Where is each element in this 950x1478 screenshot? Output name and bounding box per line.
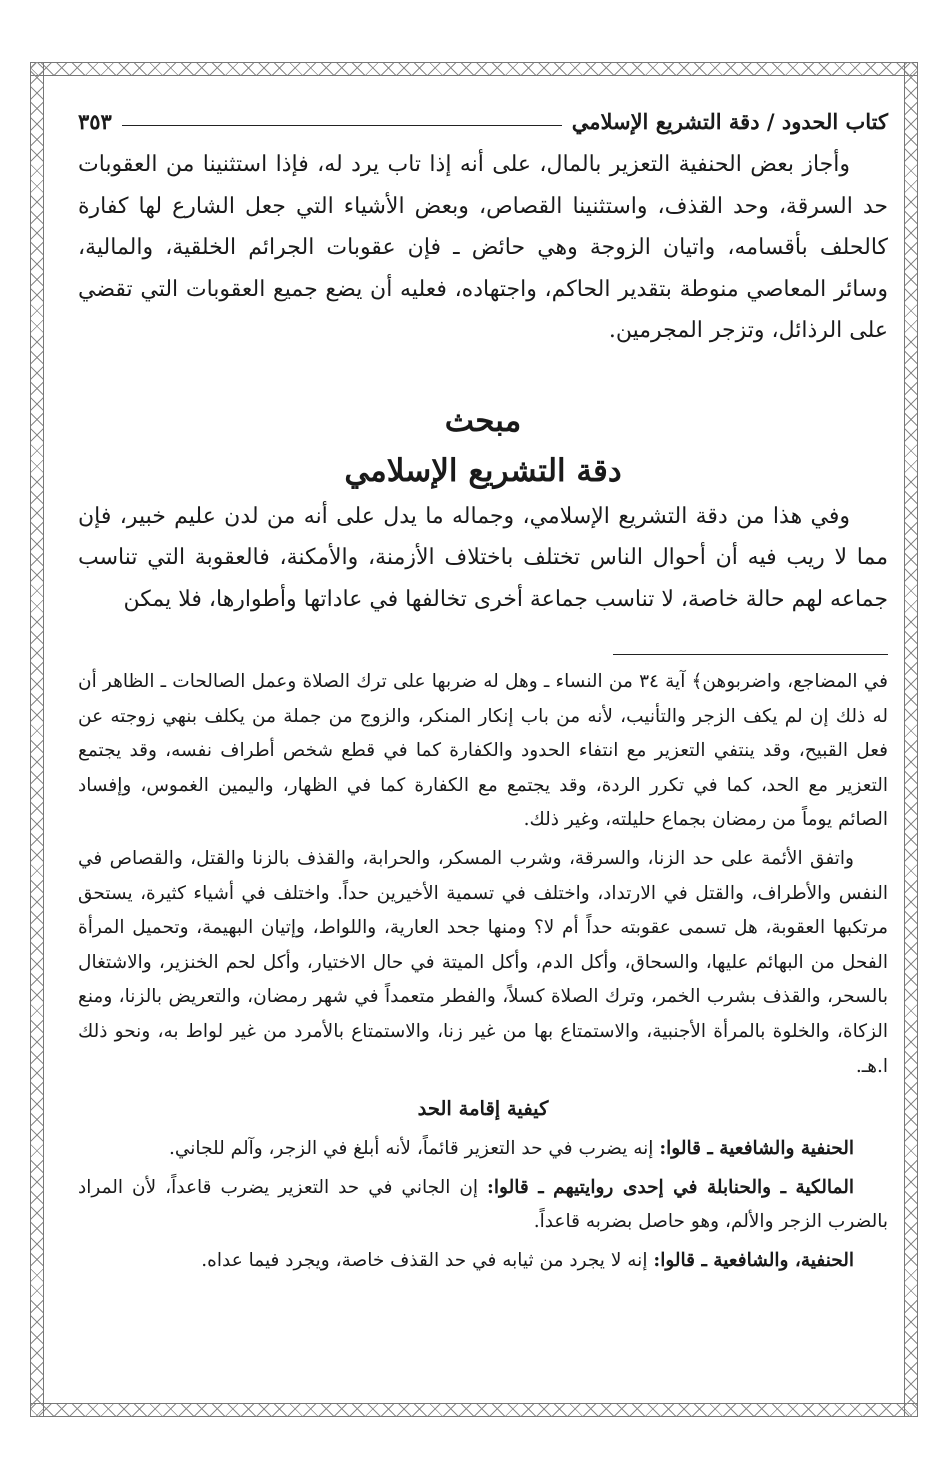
section-heading-mabhath: مبحث [444, 402, 522, 439]
opinion-hanafi-shafii-stripping [78, 1244, 888, 1279]
opinion-text: إنه يضرب في حد التعزير قائماً، لأنه أبلغ في الزجر، وآلم للجاني. [168, 1138, 660, 1160]
left-border-ornament [30, 62, 44, 1417]
intro-paragraph: وأجاز بعض الحنفية التعزير بالمال، على أنه إذا تاب يرد له، فإذا استثنينا من العقوبات حد السرقة، وحد القذف، واستثنينا القصاص، وبعض الأشياء التي جعل الشارع لها كفارة كالحلف بأقسامه، واتيان الزوجة وهي حائض ـ فإن عقوبات الجرائم الخلقية، والمالية، وسائر المعاصي منوطة بتقدير الحاكم، واجتهاده، فعليه أن يضع جميع العقوبات التي تقضي على الرذائل، وتزجر المجرمين. [78, 152, 888, 343]
opinion-hanafi-shafii-standing [78, 1132, 888, 1167]
top-border-ornament [30, 62, 918, 76]
running-header [78, 100, 888, 134]
footnote-paragraph-2: واتفق الأئمة على حد الزنا، والسرقة، وشرب المسكر، والحرابة، والقذف بالزنا والقتل، والقصاص في النفس والأطراف، والقتل في الارتداد، واختلف في تسمية الأخيرين حداً. واختلف في أشياء كثيرة، يستحق مرتكبها العقوبة، هل تسمى عقوبته حداً أم لا؟ ومنها جحد العارية، واللواط، وإتيان البهيمة، وتحميل المرأة الفحل من البهائم عليها، والسحاق، وأكل الدم، وأكل الميتة في حال الاختيار، وأكل لحم الخنزير، والاشتغال بالسحر، والقذف بشرب الخمر، وترك الصلاة كسلاً، والفطر متعمداً في شهر رمضان، والتعريض بالزنا، ومنع الزكاة، والخلوة بالمرأة الأجنبية، والاستمتاع بها من غير زنا، والاستمتاع بالأمرد من غير لواط به، ونحو ذلك ا.هـ. [78, 847, 888, 1077]
opinion-text: إنه لا يجرد من ثيابه في حد القذف خاصة، ويجرد فيما عداه. [201, 1249, 654, 1271]
header-title: كتاب الحدود / دقة التشريع الإسلامي [571, 109, 888, 134]
opinion-lead: الحنفية والشافعية ـ قالوا: [659, 1138, 854, 1160]
page-content [78, 100, 888, 1279]
bottom-border-ornament [30, 1403, 918, 1417]
footnote-paragraph-1: في المضاجع، واضربوهن﴾ آية ٣٤ من النساء ـ وهل له ضربها على ترك الصلاة وعمل الصالحات ـ الظاهر أن له ذلك إن لم يكف الزجر والتأنيب، لأنه من باب إنكار المنكر، والزوج من جملة من يكلف بنهي زوجته عن فعل القبيح، وقد ينتفي التعزير مع انتفاء الحدود والكفارة كما في قطع شخص أطراف نفسه، وقد يجتمع التعزير مع الحد، كما في تكرر الردة، وقد يجتمع مع الكفارة كما في الظهار، واليمين الغموس، وإفساد الصائم يوماً من رمضان بجماع حليلته، وغير ذلك. [78, 671, 888, 831]
right-border-ornament [904, 62, 918, 1417]
footnote-subheading: كيفية إقامة الحد [417, 1097, 549, 1121]
section-paragraph: وفي هذا من دقة التشريع الإسلامي، وجماله ما يدل على أنه من لدن عليم خبير، فإن مما لا ريب فيه أن أحوال الناس تختلف باختلاف الأزمنة، والأمكنة، فالعقوبة التي تناسب جماعه لهم حالة خاصة، لا تناسب جماعة أخرى تخالفها في عاداتها وأطوارها، فلا يمكن [78, 503, 888, 612]
opinion-maliki-hanbali-sitting [78, 1171, 888, 1240]
header-rule [122, 125, 562, 126]
opinion-lead: الحنفية، والشافعية ـ قالوا: [653, 1249, 854, 1271]
opinion-text: إن الجاني في حد التعزير يضرب قاعداً، لأن المراد بالضرب الزجر والألم، وهو حاصل بضربه قاعداً. [78, 1176, 888, 1233]
section-title: دقة التشريع الإسلامي [344, 452, 622, 489]
opinion-lead: المالكية ـ والحنابلة في إحدى روايتيهم ـ قالوا: [487, 1176, 854, 1198]
footnote-separator [613, 654, 888, 655]
page-number: ٣٥٣ [78, 109, 112, 134]
